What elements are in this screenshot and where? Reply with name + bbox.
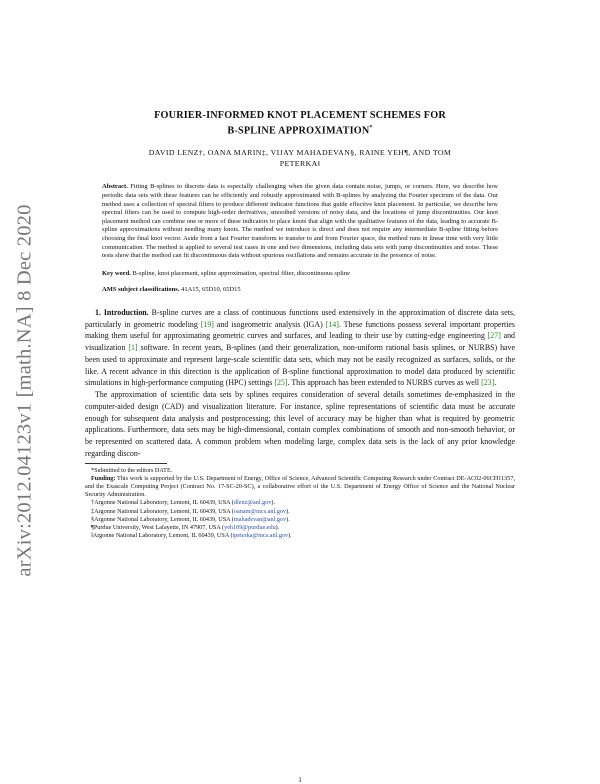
footnotes [85,467,515,541]
citation-link[interactable]: [23] [481,378,495,388]
page-number: 1 [298,776,302,784]
footnote-funding: Funding: This work is supported by the U.S. Department of Energy, Office of Science, Advanced Scientific Computing Research under Contract DE-AC02-06CH11357, and the Exascale Computing Project (Contract No. 17-SC-20-SC), a collaborative effort of the U.S. Department of Energy Office of Science and the National Nuclear Security Administration. [85,474,515,499]
affiliation-2: ‡Argonne National Laboratory, Lemont, IL 60439, USA (oanam@mcs.anl.gov). [91,507,290,515]
citation-link[interactable]: [19] [200,319,214,329]
title-line-2: B-SPLINE APPROXIMATION* [227,125,373,137]
email-link[interactable]: oanam@mcs.anl.gov [233,507,287,515]
intro-paragraph-1: 1. Introduction. B-spline curves are a class of continuous functions used extensively in the approximation of discrete data sets, particularly in geometric modeling [19] and isogeometric analysis (IGA) [14]. These functions possess several important properties making them useful for approximating geometric curves and surfaces, and leading to their use by cutting-edge engineering [27] and visualization [1] software. In recent years, B-splines (and their generalization, non-uniform rational basis splines, or NURBS) have been used to approximate and represent large-scale scientific data sets, which may not be easily recognized as surfaces, solids, or the like. A recent advance in this direction is the application of B-spline functional approximation to model data produced by scientific simulations in high-performance computing (HPC) settings [25]. This approach has been extended to NURBS curves as well [23]. [85,307,516,388]
arxiv-identifier [8,190,42,590]
keywords-text: B-spline, knot placement, spline approximation, spectral filter, discontinuous spline [132,269,350,277]
affiliation-5: ‖Argonne National Laboratory, Lemont, IL 60439, USA (tpeterka@mcs.anl.gov). [91,532,292,540]
arxiv-id-text: arXiv:2012.04123v1 [math.NA] 8 Dec 2020 [13,203,36,577]
abstract-label: Abstract. [102,183,128,191]
email-link[interactable]: mahadevan@anl.gov [233,515,287,523]
ams-label: AMS subject classifications. [102,286,180,294]
authors-line-2: PETERKA‖ [279,159,321,169]
title-footnote-mark: * [369,125,373,131]
affiliation-1: †Argonne National Laboratory, Lemont, IL 60439, USA (dlenz@anl.gov). [91,499,276,507]
abstract-text: Fitting B-splines to discrete data is especially challenging when the given data contain noise, jumps, or corners. Here, we describe how periodic data sets with these features can be efficiently and robustly approximated with B-splines by analyzing the Fourier spectrum of the data. Our method uses a collection of spectral filters to produce different indicator functions that guide effective knot placement. In particular, we describe how spectral filters can be used to compute high-order derivatives, smoothed versions of noisy data, and the locations of jump discontinuities. Our knot placement method can combine one or more of these indicators to place knots that align with the qualitative features of the data, leading to accurate B-spline approximations without needing many knots. The method we introduce is direct and does not require any intermediate B-spline fitting before choosing the final knot vector. Aside from a fast Fourier transform to transfer to and from Fourier space, the method runs in linear time with very little communication. The method is applied to several test cases in one and two dimensions, including data sets with jump discontinuities and noise. These tests show that the method can fit discontinuous data without spurious oscillations and remains accurate in the presence of noise. [102,183,499,260]
intro-paragraph-2: The approximation of scientific data sets by splines requires consideration of several details sometimes de-emphasized in the computer-aided design (CAD) and visualization literature. For instance, spline representations of scientific data must be accurate enough for subsequent data analysis and postprocessing; this level of accuracy may be higher than what is required by geometric applications. Furthermore, data sets may be high-dimensional, contain complex combinations of smooth and non-smooth behavior, or be represented on scattered data. A common problem when modeling large, complex data sets is the lack of any prior knowledge regarding discon- [85,390,515,458]
affiliation-3: §Argonne National Laboratory, Lemont, IL 60439, USA (mahadevan@anl.gov). [91,515,290,523]
email-link[interactable]: dlenz@anl.gov [233,499,272,507]
footnote-submitted: *Submitted to the editors DATE. [91,466,173,474]
abstract [102,183,498,260]
authors-line-1: DAVID LENZ†, OANA MARIN‡, VIJAY MAHADEVAN§, RAINE YEH¶, AND TOM [148,148,452,158]
footnote-rule [85,463,167,464]
body-text [85,307,515,460]
ams-text: 41A15, 65D10, 65D15 [181,286,241,294]
citation-link[interactable]: [14] [325,319,339,329]
affiliation-4: ¶Purdue University, West Lafayette, IN 47907, USA (yeh109@purdue.edu). [91,524,280,532]
citation-link[interactable]: [25] [274,378,288,388]
keywords [102,270,498,279]
ams-classifications [102,286,498,295]
author-list [85,147,515,169]
email-link[interactable]: tpeterka@mcs.anl.gov [232,532,289,540]
title-line-1: FOURIER-INFORMED KNOT PLACEMENT SCHEMES FOR [154,110,446,121]
paper-title [85,110,515,137]
section-heading: 1. Introduction. [95,307,149,317]
keywords-label: Key word. [102,269,131,277]
paper-page [85,100,516,784]
citation-link[interactable]: [1] [128,343,138,353]
email-link[interactable]: yeh109@purdue.edu [224,524,276,532]
citation-link[interactable]: [27] [487,331,501,341]
